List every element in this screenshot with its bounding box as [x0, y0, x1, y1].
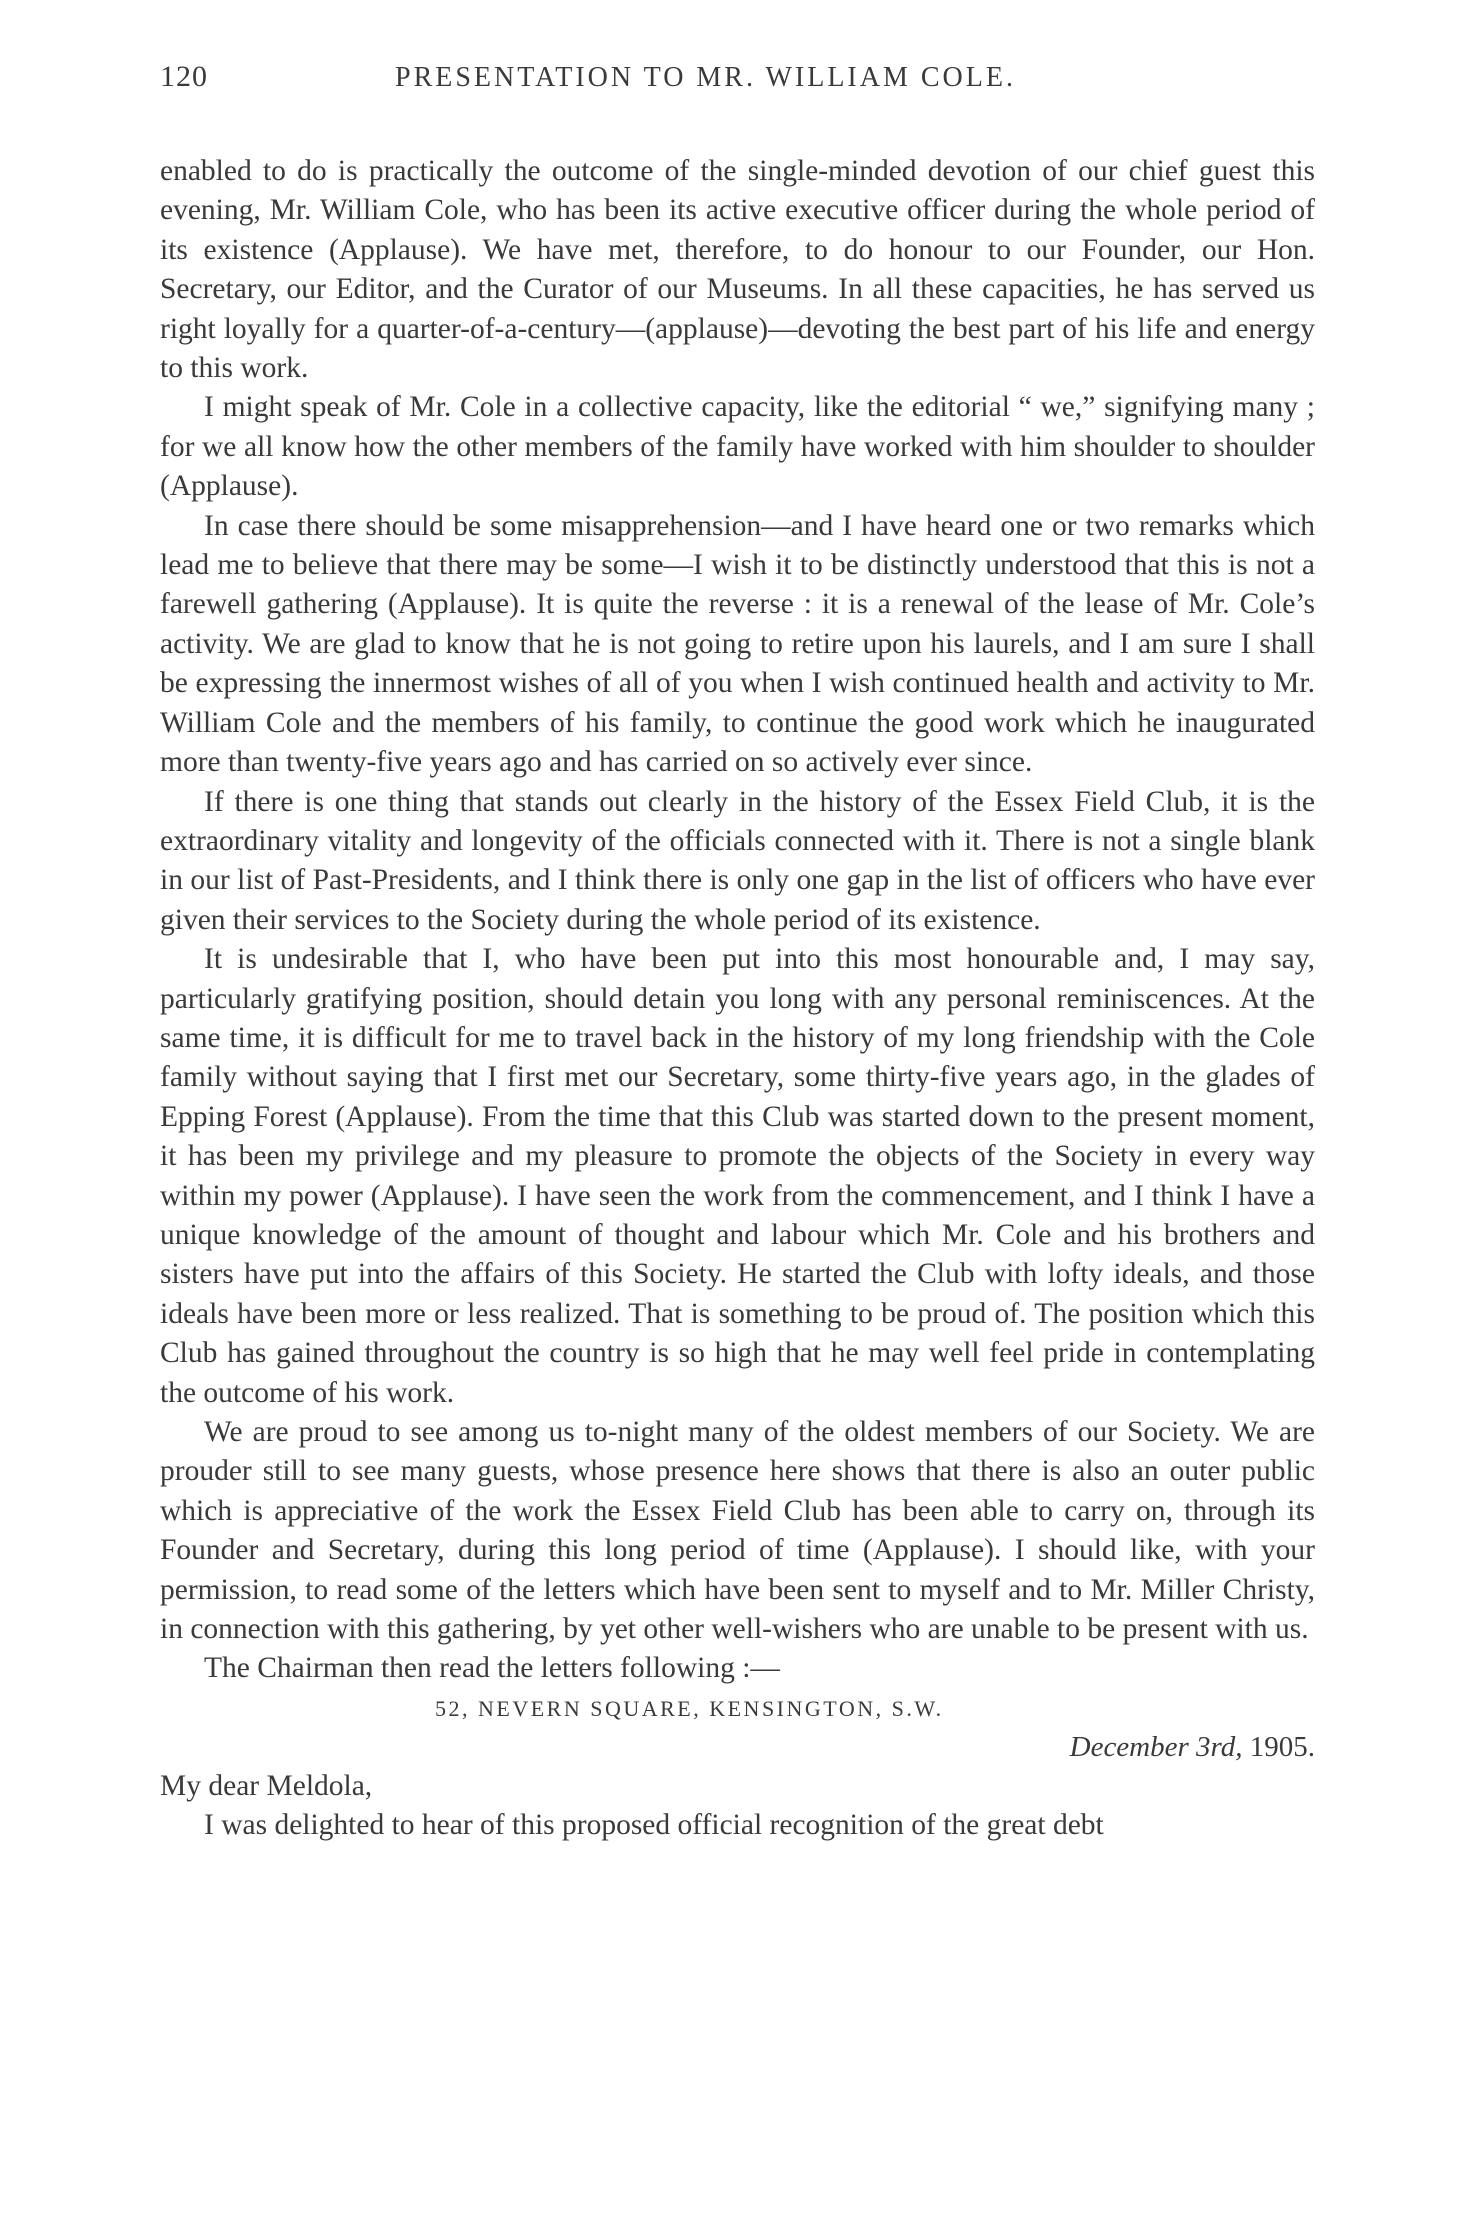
letter-date-day: December 3rd,: [1069, 1730, 1243, 1763]
letter-address: 52, NEVERN SQUARE, KENSINGTON, S.W.: [435, 1695, 944, 1721]
paragraph: The Chairman then read the letters following :—: [204, 1652, 780, 1685]
body-text: [160, 152, 1315, 1689]
document-page: [160, 60, 1315, 1846]
page-header: [160, 60, 1315, 100]
page-number: 120: [160, 60, 208, 93]
running-head: PRESENTATION TO MR. WILLIAM COLE.: [395, 62, 1016, 93]
paragraph: We are proud to see among us to-night many of the oldest members of our Society. We are prouder still to see many guests, whose presence here shows that there is also an outer public which is appreciative of the work the Essex Field Club has been able to carry on, through its Founder and Secretary, during this long period of time (Applause). I should like, with your permission, to read some of the letters which have been sent to myself and to Mr. Miller Christy, in connection with this gathering, by yet other well-wishers who are unable to be present with us.: [160, 1416, 1315, 1646]
letter-date-year: 1905.: [1249, 1730, 1315, 1763]
paragraph: In case there should be some misapprehension—and I have heard one or two remarks which lead me to believe that there may be some—I wish it to be distinctly understood that this is not a farewell gathering (Applause). It is quite the reverse : it is a renewal of the lease of Mr. Cole’s activity. We are glad to know that he is not going to retire upon his laurels, and I am sure I shall be expressing the innermost wishes of all of you when I wish continued health and activity to Mr. William Cole and the members of his family, to continue the good work which he inaugurated more than twenty-five years ago and has carried on so actively ever since.: [160, 509, 1315, 779]
letter-first-line: I was delighted to hear of this proposed official recognition of the great debt: [204, 1809, 1104, 1842]
letter-salutation: My dear Meldola,: [160, 1769, 373, 1802]
paragraph: If there is one thing that stands out clearly in the history of the Essex Field Club, it is the extraordinary vitality and longevity of the officials connected with it. There is not a single blank in our list of Past-Presidents, and I think there is only one gap in the list of officers who have ever given their services to the Society during the whole period of its existence.: [160, 785, 1315, 936]
paragraph: It is undesirable that I, who have been put into this most honourable and, I may say, particularly gratifying position, should detain you long with any personal reminiscences. At the same time, it is difficult for me to travel back in the history of my long friendship with the Cole family without saying that I first met our Secretary, some thirty-five years ago, in the glades of Epping Forest (Applause). From the time that this Club was started down to the present moment, it has been my privilege and my pleasure to promote the objects of the Society in every way within my power (Applause). I have seen the work from the commencement, and I think I have a unique knowledge of the amount of thought and labour which Mr. Cole and his brothers and sisters have put into the affairs of this Society. He started the Club with lofty ideals, and those ideals have been more or less realized. That is something to be proud of. The position which this Club has gained throughout the country is so high that he may well feel pride in contemplating the outcome of his work.: [160, 943, 1315, 1409]
letter-date: [160, 1727, 1315, 1767]
paragraph: enabled to do is practically the outcome of the single-minded devotion of our chief guest this evening, Mr. William Cole, who has been its active executive officer during the whole period of its existence (Applause). We have met, therefore, to do honour to our Founder, our Hon. Secretary, our Editor, and the Curator of our Museums. In all these capacities, he has served us right loyally for a quarter-of-a-century—(applause)—devoting the best part of his life and energy to this work.: [160, 155, 1315, 385]
paragraph: I might speak of Mr. Cole in a collective capacity, like the editorial “ we,” signifying many ; for we all know how the other members of the family have worked with him shoulder to shoulder (Applause).: [160, 391, 1315, 503]
